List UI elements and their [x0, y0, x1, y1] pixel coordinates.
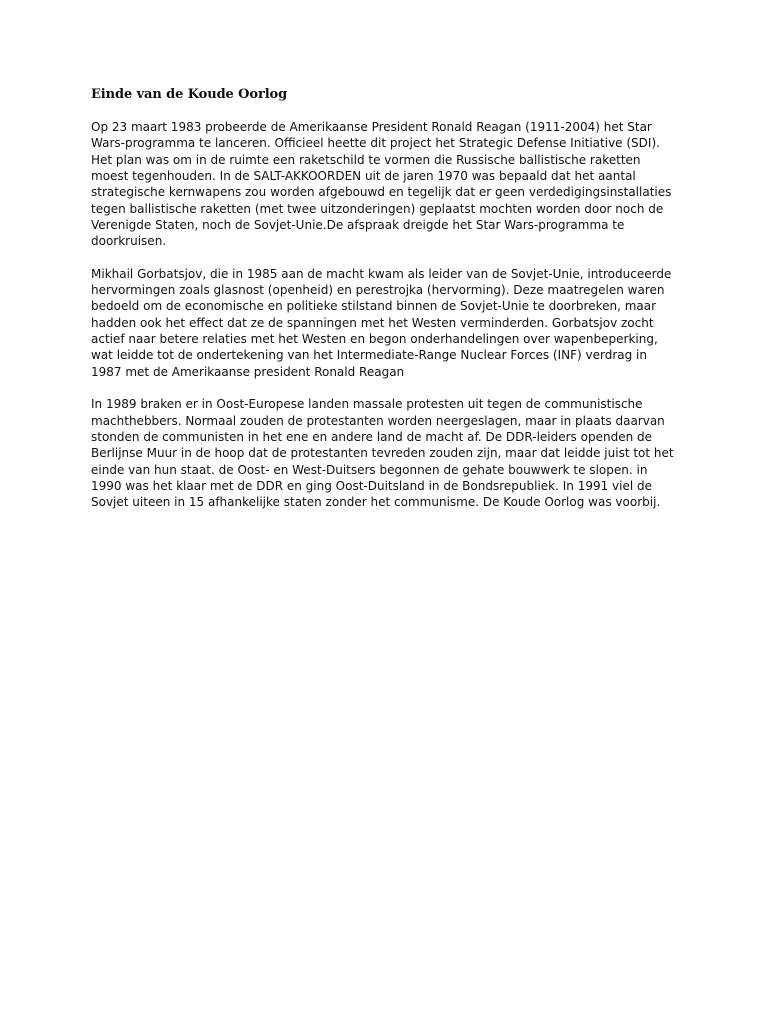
paragraph-2 — [91, 266, 691, 380]
text-line: Berlijnse Muur in de hoop dat de protestanten tevreden zouden zijn, maar dat leidde juist tot het — [91, 446, 674, 461]
text-line: Verenigde Staten, noch de Sovjet-Unie.De afspraak dreigde het Star Wars-programma te — [91, 218, 625, 233]
text-line: In 1989 braken er in Oost-Europese landen massale protesten uit tegen de communistische — [91, 397, 643, 412]
text-line: Wars-programma te lanceren. Officieel heette dit project het Strategic Defense Initiative (SDI). — [91, 136, 660, 151]
text-line: wat leidde tot de ondertekening van het Intermediate-Range Nuclear Forces (INF) verdrag in — [91, 348, 647, 363]
text-line: tegen ballistische raketten (met twee uitzonderingen) geplaatst mochten worden door noch de — [91, 201, 664, 216]
text-line: einde van hun staat. de Oost- en West-Duitsers begonnen de gehate bouwwerk te slopen. in — [91, 462, 648, 477]
paragraphs-container — [91, 119, 691, 511]
document-body — [91, 86, 691, 527]
text-line: hadden ook het effect dat ze de spanningen met het Westen verminderden. Gorbatsjov zocht — [91, 315, 654, 330]
text-line: Het plan was om in de ruimte een raketschild te vormen die Russische ballistische raketten — [91, 152, 641, 167]
text-line: moest tegenhouden. In de SALT-AKKOORDEN uit de jaren 1970 was bepaald dat het aantal — [91, 169, 636, 184]
text-line: 1987 met de Amerikaanse president Ronald Reagan — [91, 364, 405, 379]
text-line: Sovjet uiteen in 15 afhankelijke staten zonder het communisme. De Koude Oorlog was voorbij. — [91, 495, 661, 510]
text-line: strategische kernwapens zou worden afgebouwd en tegelijk dat er geen verdedigingsinstallaties — [91, 185, 672, 200]
document-title: Einde van de Koude Oorlog — [91, 87, 288, 102]
text-line: machthebbers. Normaal zouden de protestanten worden neergeslagen, maar in plaats daarvan — [91, 413, 665, 428]
text-line: stonden de communisten in het ene en andere land de macht af. De DDR-leiders openden de — [91, 429, 652, 444]
text-line: hervormingen zoals glasnost (openheid) en perestrojka (hervorming). Deze maatregelen waren — [91, 283, 665, 298]
text-line: Mikhail Gorbatsjov, die in 1985 aan de macht kwam als leider van de Sovjet-Unie, introduceerde — [91, 266, 672, 281]
paragraph-3 — [91, 396, 691, 510]
text-line: doorkruisen. — [91, 234, 167, 249]
text-line: Op 23 maart 1983 probeerde de Amerikaanse President Ronald Reagan (1911-2004) het Star — [91, 120, 652, 134]
text-line: actief naar betere relaties met het Westen en begon onderhandelingen over wapenbeperking, — [91, 332, 658, 347]
paragraph-1 — [91, 119, 691, 250]
text-line: bedoeld om de economische en politieke stilstand binnen de Sovjet-Unie te doorbreken, maar — [91, 299, 657, 314]
text-line: 1990 was het klaar met de DDR en ging Oost-Duitsland in de Bondsrepubliek. In 1991 viel de — [91, 478, 653, 493]
